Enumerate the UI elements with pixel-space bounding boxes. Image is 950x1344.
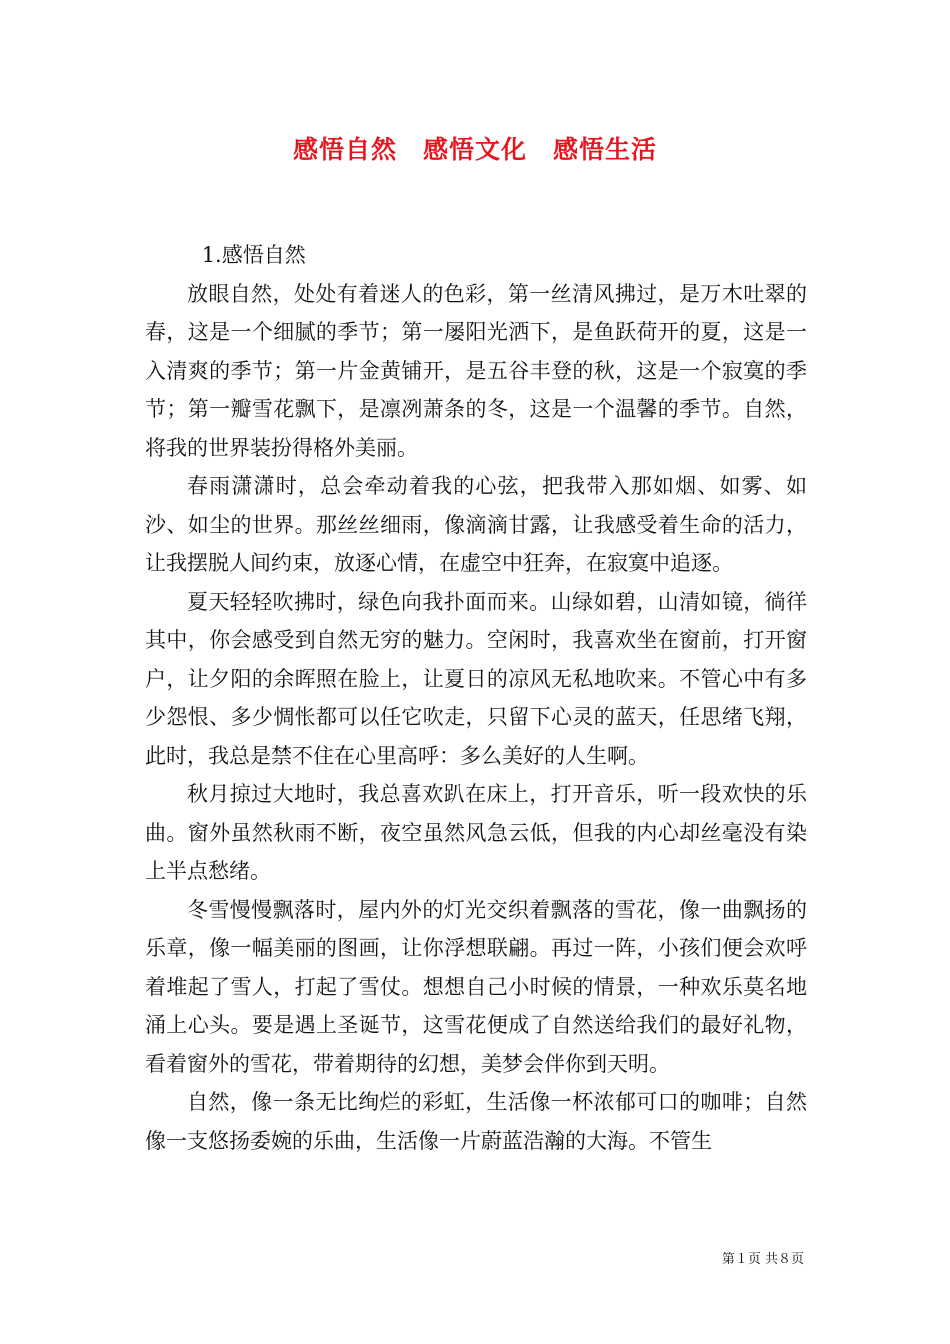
paragraph: 秋月掠过大地时，我总喜欢趴在床上，打开音乐，听一段欢快的乐曲。窗外虽然秋雨不断，夜空虽然风急云低，但我的内心却丝毫没有染上半点愁绪。 xyxy=(145,782,807,883)
paragraph: 放眼自然，处处有着迷人的色彩，第一丝清风拂过，是万木吐翠的春，这是一个细腻的季节；第一屡阳光洒下，是鱼跃荷开的夏，这是一入清爽的季节；第一片金黄铺开，是五谷丰登的秋，这是一个寂寞的季节；第一瓣雪花飘下，是凛冽萧条的冬，这是一个温馨的季节。自然，将我的世界装扮得格外美丽。 xyxy=(145,281,807,460)
paragraph: 自然，像一条无比绚烂的彩虹，生活像一杯浓郁可口的咖啡；自然像一支悠扬委婉的乐曲，生活像一片蔚蓝浩瀚的大海。不管生 xyxy=(145,1090,807,1153)
paragraph: 夏天轻轻吹拂时，绿色向我扑面而来。山绿如碧，山清如镜，徜徉其中，你会感受到自然无穷的魅力。空闲时，我喜欢坐在窗前，打开窗户，让夕阳的余晖照在脸上，让夏日的凉风无私地吹来。不管心中有多少怨恨、多少惆怅都可以任它吹走，只留下心灵的蓝天，任思绪飞翔，此时，我总是禁不住在心里高呼：多么美好的人生啊。 xyxy=(145,589,807,768)
page-number-footer: 第１页 共８页 xyxy=(721,1252,804,1267)
section-heading: 1.感悟自然 xyxy=(201,243,306,267)
paragraph: 春雨潇潇时，总会牵动着我的心弦，把我带入那如烟、如雾、如沙、如尘的世界。那丝丝细雨，像滴滴甘露，让我感受着生命的活力，让我摆脱人间约束，放逐心情，在虚空中狂奔，在寂寞中追逐。 xyxy=(145,474,807,575)
document-title: 感悟自然 感悟文化 感悟生活 xyxy=(292,135,657,164)
paragraph: 冬雪慢慢飘落时，屋内外的灯光交织着飘落的雪花，像一曲飘扬的乐章，像一幅美丽的图画，让你浮想联翩。再过一阵，小孩们便会欢呼着堆起了雪人，打起了雪仗。想想自己小时候的情景，一种欢乐莫名地涌上心头。要是遇上圣诞节，这雪花便成了自然送给我们的最好礼物，看着窗外的雪花，带着期待的幻想，美梦会伴你到天明。 xyxy=(145,897,807,1076)
document-body xyxy=(145,236,807,1160)
